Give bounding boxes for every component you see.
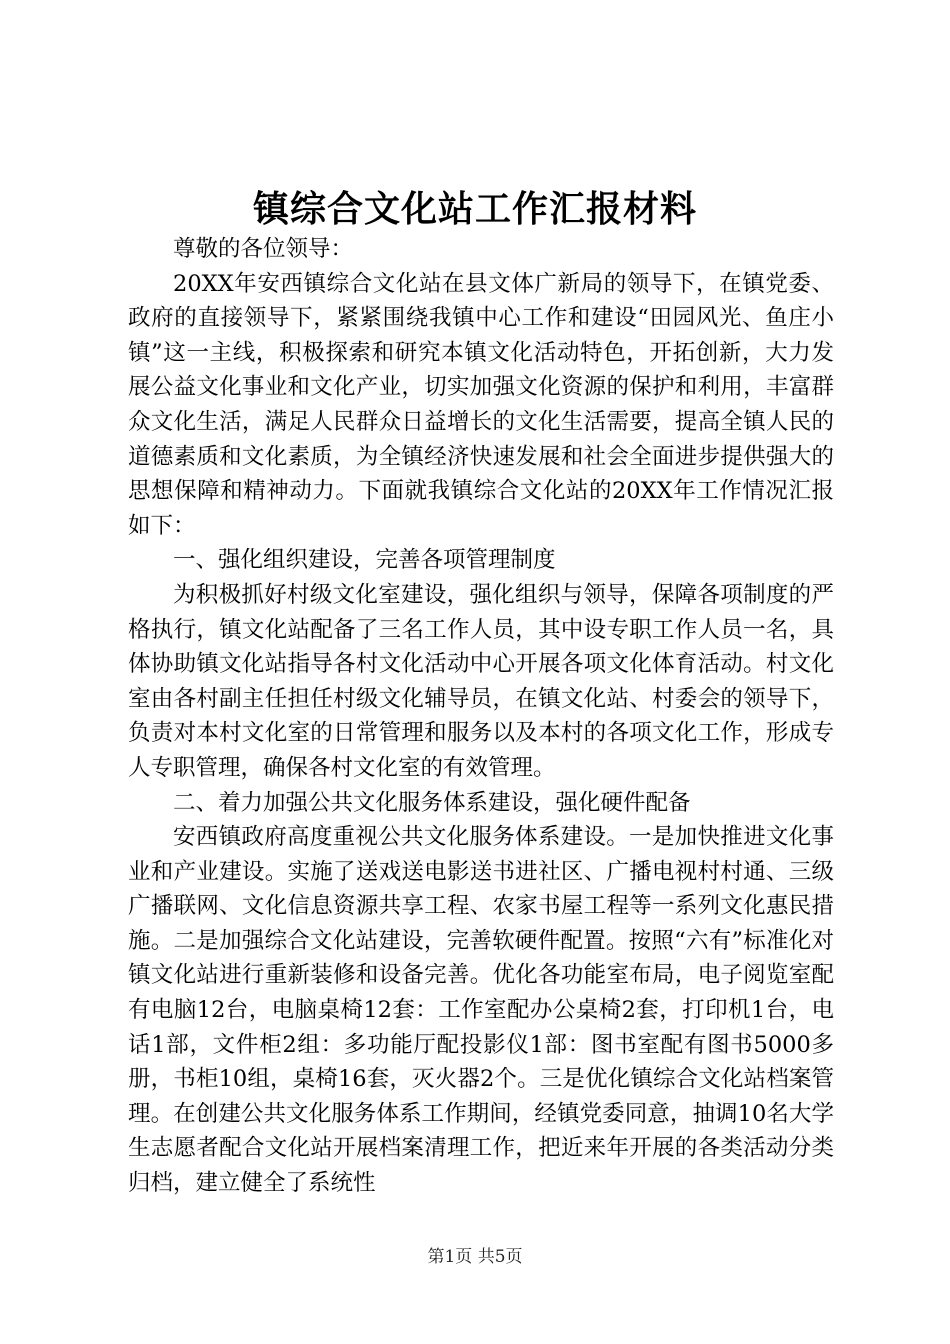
paragraph-section-2: 安西镇政府高度重视公共文化服务体系建设。一是加快推进文化事业和产业建设。实施了送戏送电影送书进社区、广播电视村村通、三级广播联网、文化信息资源共享工程、农家书屋工程等一系列文化惠民措施。二是加强综合文化站建设，完善软硬件配置。按照“六有”标准化对镇文化站进行重新装修和设备完善。优化各功能室布局，电子阅览室配有电脑12台，电脑桌椅12套：工作室配办公桌椅2套，打印机1台，电话1部，文件柜2组：多功能厅配投影仪1部：图书室配有图书5000多册，书柜10组，桌椅16套，灭火器2个。三是优化镇综合文化站档案管理。在创建公共文化服务体系工作期间，经镇党委同意，抽调10名大学生志愿者配合文化站开展档案清理工作，把近来年开展的各类活动分类归档，建立健全了系统性 <box>128 824 834 1197</box>
section-heading-1: 一、强化组织建设，完善各项管理制度 <box>173 547 556 574</box>
salutation: 尊敬的各位领导： <box>173 236 354 262</box>
document-title: 镇综合文化站工作汇报材料 <box>252 188 697 230</box>
paragraph-intro: 20XX年安西镇综合文化站在县文体广新局的领导下，在镇党委、政府的直接领导下，紧紧围绕我镇中心工作和建设“田园风光、鱼庄小镇”这一主线，积极探索和研究本镇文化活动特色，开拓创新，大力发展公益文化事业和文化产业，切实加强文化资源的保护和利用，丰富群众文化生活，满足人民群众日益增长的文化生活需要，提高全镇人民的道德素质和文化素质，为全镇经济快速发展和社会全面进步提供强大的思想保障和精神动力。下面就我镇综合文化站的20XX年工作情况汇报如下： <box>128 270 834 539</box>
document-body <box>128 232 834 1201</box>
page-number-footer: 第1页 共5页 <box>427 1247 523 1267</box>
section-heading-2: 二、着力加强公共文化服务体系建设，强化硬件配备 <box>173 789 691 816</box>
paragraph-section-1: 为积极抓好村级文化室建设，强化组织与领导，保障各项制度的严格执行，镇文化站配备了三名工作人员，其中设专职工作人员一名，具体协助镇文化站指导各村文化活动中心开展各项文化体育活动。村文化室由各村副主任担任村级文化辅导员，在镇文化站、村委会的领导下，负责对本村文化室的日常管理和服务以及本村的各项文化工作，形成专人专职管理，确保各村文化室的有效管理。 <box>128 581 834 781</box>
